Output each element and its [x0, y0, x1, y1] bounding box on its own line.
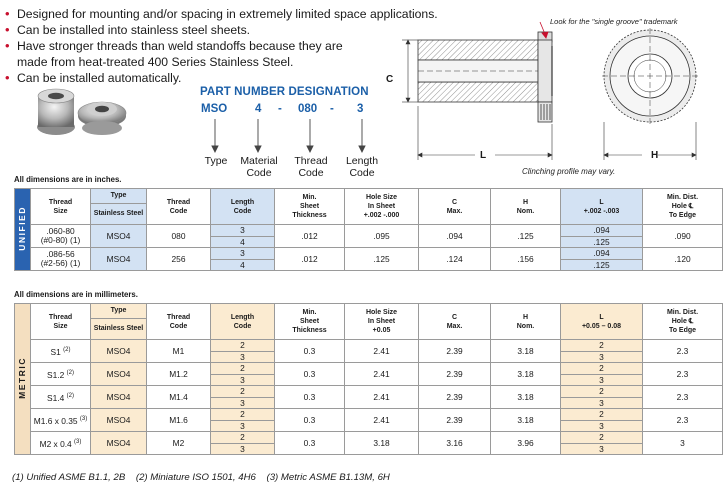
feature-item: • Can be installed into stainless steel sheets. — [5, 22, 251, 37]
header-type: Type Stainless Steel — [91, 189, 147, 225]
header-hole-size: Hole Size In Sheet +0.05 — [345, 304, 419, 340]
bullet-icon: • — [5, 38, 10, 53]
unified-caption: All dimensions are in inches. — [14, 175, 122, 184]
header-length-code: Length Code — [211, 304, 275, 340]
header-thread-size: Thread Size — [31, 304, 91, 340]
pn-dash: - — [330, 103, 334, 115]
feature-item: • Have stronger threads than weld standoffs because they are — [5, 38, 343, 53]
table-row: M2 x 0.4 $^{(3)}$ MSO4 M2 2 3 0.3 3.18 3.16 3.96 2 3 3 — [15, 432, 723, 455]
header-h: H Nom. — [491, 189, 561, 225]
feature-item: • Designed for mounting and/or spacing in extremely limited space applications. — [5, 6, 438, 21]
pn-material: 4 — [255, 103, 262, 115]
table-row: S1.2 $^{(2)}$ MSO4 M1.2 2 3 0.3 2.41 2.39 3.18 2 3 2.3 — [15, 363, 723, 386]
pn-type: MSO — [201, 103, 228, 115]
header-thread-size: Thread Size — [31, 189, 91, 225]
standoff-drawing — [380, 14, 724, 174]
table-row: S1.4 $^{(2)}$ MSO4 M1.4 2 3 0.3 2.41 2.39 3.18 2 3 2.3 — [15, 386, 723, 409]
feature-item: • Can be installed automatically. — [5, 70, 182, 85]
header-c: C Max. — [419, 189, 491, 225]
pn-thread: 080 — [298, 103, 318, 115]
header-min-dist: Min. Dist. Hole ℄ To Edge — [643, 304, 723, 340]
pn-dash: - — [278, 103, 282, 115]
header-min-dist: Min. Dist. Hole ℄ To Edge — [643, 189, 723, 225]
header-l: L +0.05 – 0.08 — [561, 304, 643, 340]
table-row: M1.6 x 0.35 $^{(3)}$ MSO4 M1.6 2 3 0.3 2.41 2.39 3.18 2 3 2.3 — [15, 409, 723, 432]
table-row: .060-80 (#0-80) (1) MSO4 080 3 4 .012 .095 .094 .125 .094 .125 .090 — [15, 225, 723, 248]
metric-table — [14, 303, 722, 455]
clinch-note: Clinching profile may vary. — [522, 167, 616, 176]
header-type: Type Stainless Steel — [91, 304, 147, 340]
designation-arrows — [195, 117, 395, 153]
dimension-c-label: C — [386, 74, 394, 85]
feature-item-continued: made from heat-treated 400 Series Stainless Steel. — [17, 55, 294, 69]
product-photo — [30, 82, 140, 142]
pn-length: 3 — [357, 103, 364, 115]
table-row: .086-56 (#2-56) (1) MSO4 256 3 4 .012 .125 .124 .156 .094 .125 .120 — [15, 248, 723, 271]
unified-side-label: UNIFIED — [15, 189, 31, 271]
bullet-icon: • — [5, 70, 10, 85]
dimension-l-label: L — [480, 150, 487, 161]
header-min-sheet: Min. Sheet Thickness — [275, 189, 345, 225]
header-thread-code: Thread Code — [147, 304, 211, 340]
metric-caption: All dimensions are in millimeters. — [14, 290, 138, 299]
dimension-h-label: H — [651, 150, 659, 161]
bullet-icon: • — [5, 6, 10, 21]
label-thread-code: Thread Code — [294, 155, 328, 179]
header-thread-code: Thread Code — [147, 189, 211, 225]
header-length-code: Length Code — [211, 189, 275, 225]
table-row: S1 $^{(2)}$ MSO4 M1 2 3 0.3 2.41 2.39 3.18 2 3 2.3 — [15, 340, 723, 363]
header-min-sheet: Min. Sheet Thickness — [275, 304, 345, 340]
footnote: (1) Unified ASME B1.1, 2B (2) Miniature ISO 1501, 4H6 (3) Metric ASME B1.13M, 6H — [12, 472, 390, 483]
groove-note: Look for the "single groove" trademark — [550, 17, 678, 26]
header-c: C Max. — [419, 304, 491, 340]
header-h: H Nom. — [491, 304, 561, 340]
metric-side-label: METRIC — [15, 304, 31, 455]
unified-table — [14, 188, 722, 271]
header-l: L +.002 -.003 — [561, 189, 643, 225]
label-type: Type — [204, 155, 228, 167]
part-number-title: PART NUMBER DESIGNATION — [200, 86, 369, 98]
label-material-code: Material Code — [240, 155, 278, 179]
header-hole-size: Hole Size In Sheet +.002 -.000 — [345, 189, 419, 225]
label-length-code: Length Code — [345, 155, 379, 179]
bullet-icon: • — [5, 22, 10, 37]
